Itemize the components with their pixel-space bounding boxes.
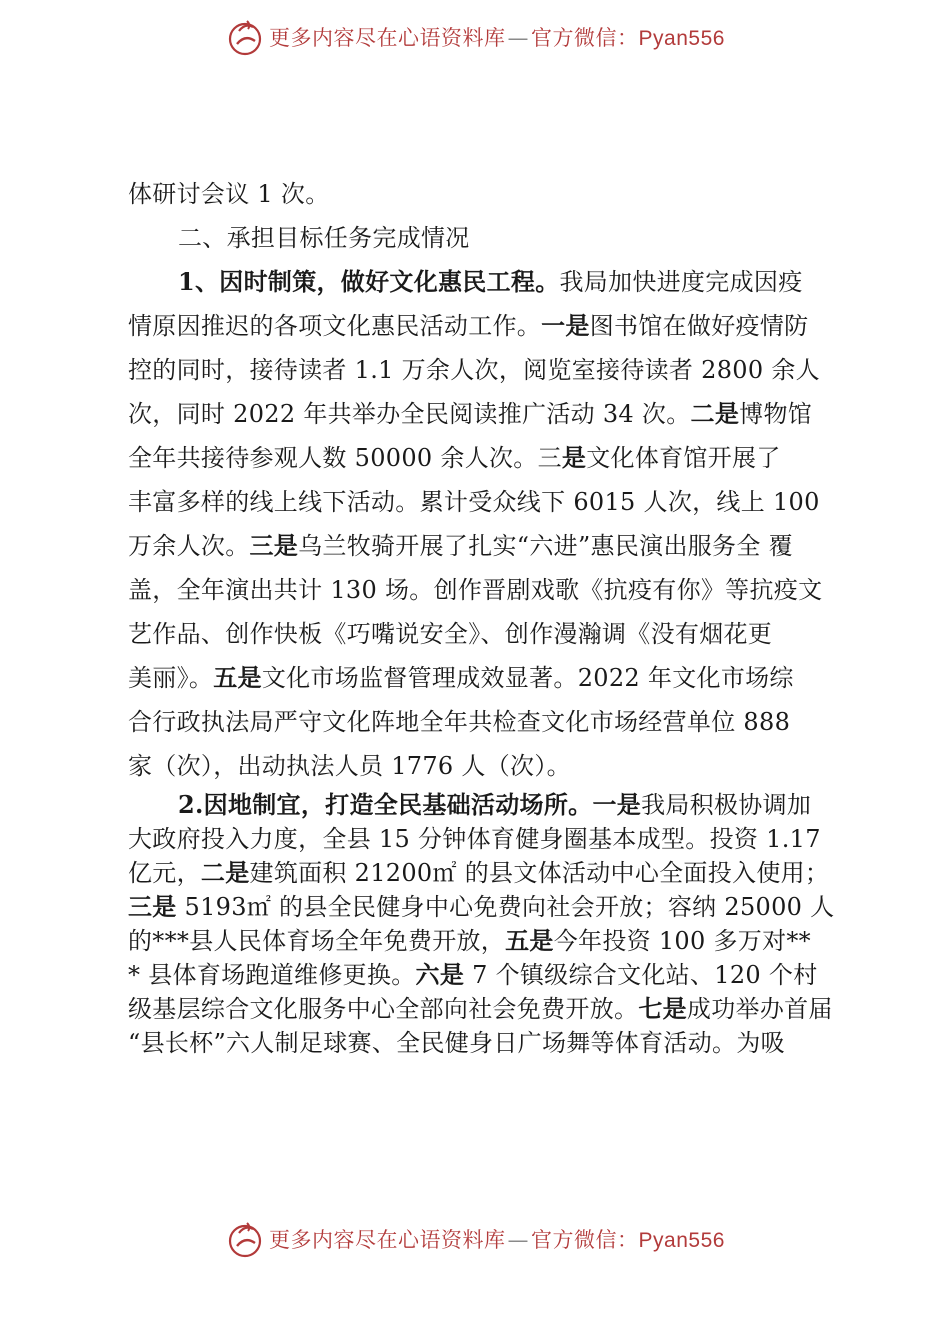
text-line: 控的同时，接待读者 1.1 万余人次，阅览室接待读者 2800 余人 <box>128 356 820 384</box>
text-line: “县长杯”六人制足球赛、全民健身日广场舞等体育活动。为吸 <box>128 1029 785 1057</box>
apple-logo-icon <box>225 1219 265 1259</box>
text-line: 盖，全年演出共计 130 场。创作晋剧戏歌《抗疫有你》等抗疫文 <box>128 576 823 604</box>
text-line: 大政府投入力度，全县 15 分钟体育健身圈基本成型。投资 1.17 <box>128 825 821 853</box>
text-line: 2.因地制宜，打造全民基础活动场所。一是我局积极协调加 <box>178 790 812 819</box>
text-line: 的***县人民体育场全年免费开放，五是今年投资 100 多万对** <box>128 927 811 955</box>
text-line: 亿元，二是建筑面积 21200㎡ 的县文体活动中心全面投入使用； <box>128 859 830 887</box>
header-banner-text: 更多内容尽在心语资料库—官方微信：Pyan556 <box>269 26 725 50</box>
footer-banner <box>0 1214 950 1264</box>
text-line: 1、因时制策，做好文化惠民工程。我局加快进度完成因疫 <box>178 267 803 296</box>
text-line: 体研讨会议 1 次。 <box>128 180 330 208</box>
text-line: 情原因推迟的各项文化惠民活动工作。一是图书馆在做好疫情防 <box>128 312 809 340</box>
header-banner <box>0 12 950 62</box>
text-line: 万余人次。三是乌兰牧骑开展了扎实“六进”惠民演出服务全 覆 <box>128 532 793 560</box>
text-line: * 县体育场跑道维修更换。六是 7 个镇级综合文化站、120 个村 <box>128 961 818 989</box>
text-line: 美丽》。五是文化市场监督管理成效显著。2022 年文化市场综 <box>128 664 794 692</box>
document-body <box>128 172 838 1060</box>
text-line: 次，同时 2022 年共举办全民阅读推广活动 34 次。二是博物馆 <box>128 400 813 428</box>
text-line: 丰富多样的线上线下活动。累计受众线下 6015 人次，线上 100 <box>128 488 820 516</box>
text-line: 全年共接待参观人数 50000 余人次。三是文化体育馆开展了 <box>128 444 781 472</box>
apple-logo-icon <box>225 17 265 57</box>
footer-banner-text: 更多内容尽在心语资料库—官方微信：Pyan556 <box>269 1228 725 1252</box>
text-line: 艺作品、创作快板《巧嘴说安全》、创作漫瀚调《没有烟花更 <box>128 620 773 648</box>
section-heading: 二、承担目标任务完成情况 <box>178 224 470 252</box>
text-line: 合行政执法局严守文化阵地全年共检查文化市场经营单位 888 <box>128 708 791 736</box>
text-line: 级基层综合文化服务中心全部向社会免费开放。七是成功举办首届 <box>128 995 833 1023</box>
text-line: 三是 5193㎡ 的县全民健身中心免费向社会开放；容纳 25000 人 <box>128 893 835 921</box>
text-line: 家（次），出动执法人员 1776 人（次）。 <box>128 752 571 780</box>
